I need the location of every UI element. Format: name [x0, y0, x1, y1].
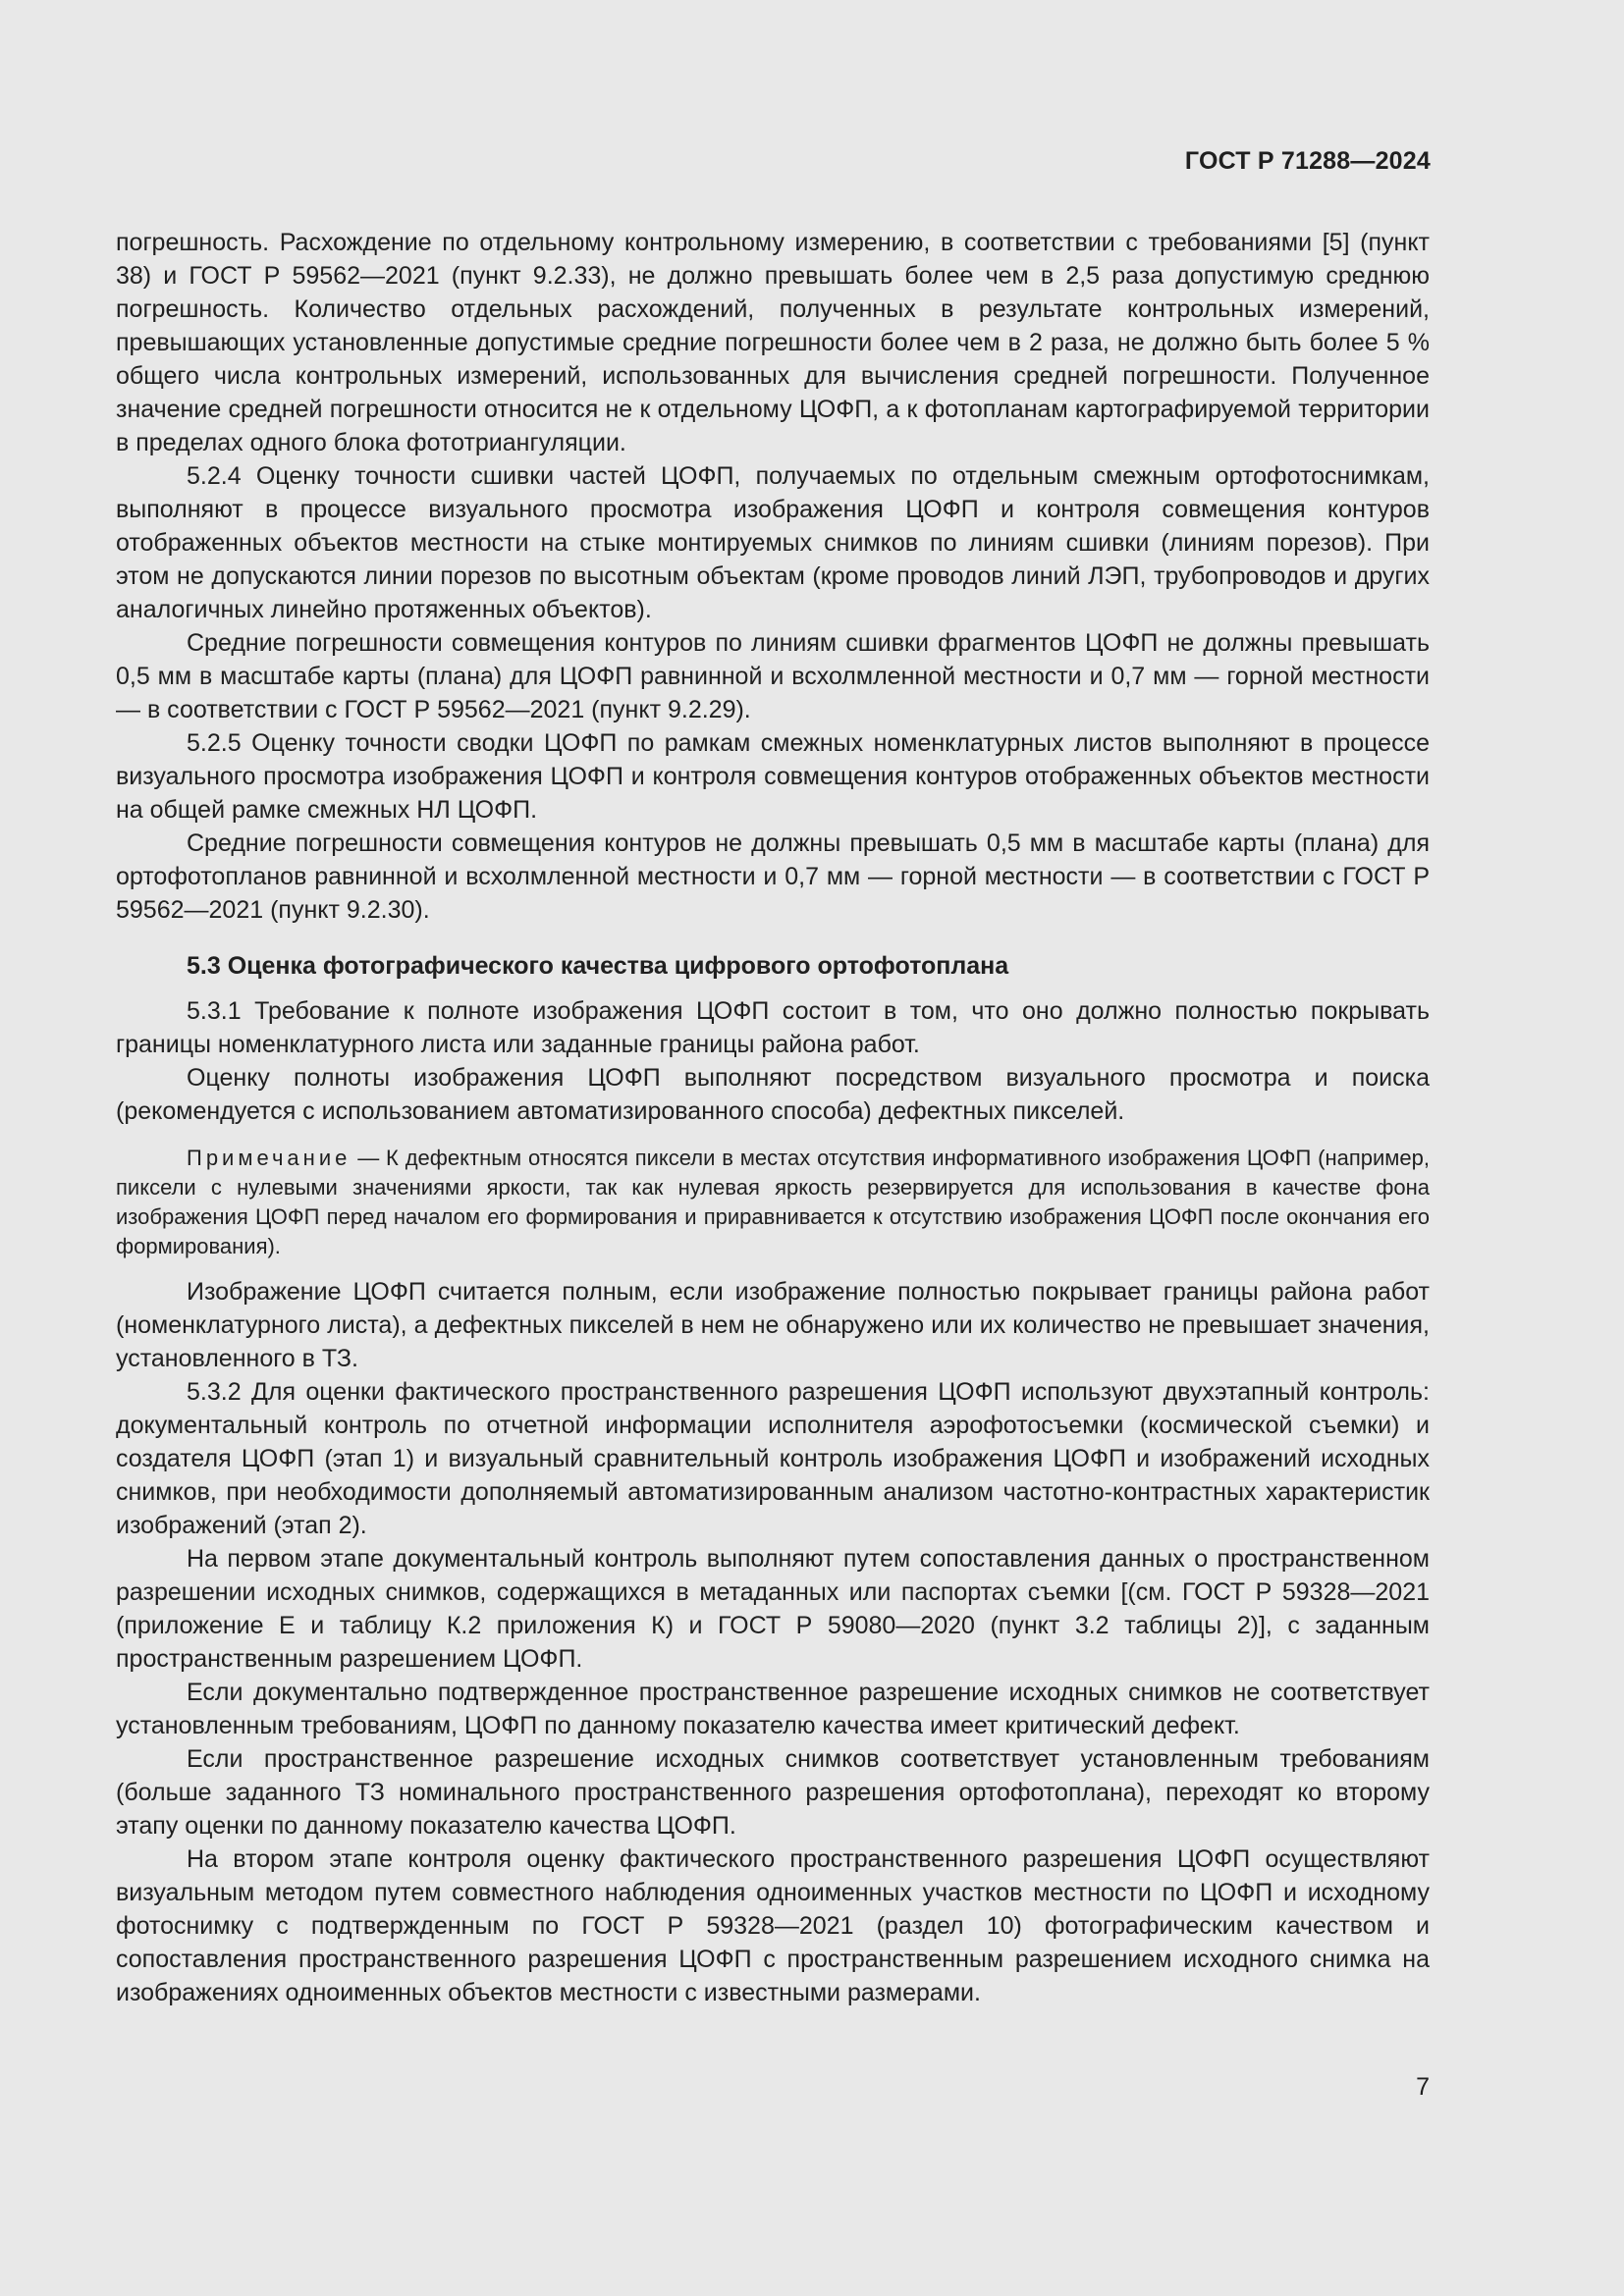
paragraph-image-complete: Изображение ЦОФП считается полным, если изображение полностью покрывает границы района работ (номенклатурного листа), а дефектных пикселей в нем не обнаружено или их количество не превышает значения, установленного в ТЗ.: [116, 1278, 1430, 1372]
note-block: [116, 1144, 1430, 1261]
paragraph-continuation: погрешность. Расхождение по отдельному контрольному измерению, в соответствии с требованиями [5] (пункт 38) и ГОСТ Р 59562—2021 (пункт 9.2.33), не должно превышать более чем в 2,5 раза допустимую среднюю погрешность. Количество отдельных расхождений, полученных в результате контрольных измерений, превышающих установленные допустимые средние погрешности более чем в 2 раза, не должно быть более 5 % общего числа контрольных измерений, использованных для вычисления средней погрешности. Полученное значение средней погрешности относится не к отдельному ЦОФП, а к фотопланам картографируемой территории в пределах одного блока фототриангуляции.: [116, 229, 1430, 456]
document-body: [116, 226, 1430, 2009]
paragraph-stitching-errors: Средние погрешности совмещения контуров по линиям сшивки фрагментов ЦОФП не должны превышать 0,5 мм в масштабе карты (плана) для ЦОФП равнинной и всхолмленной местности и 0,7 мм — горной местности — в соответствии с ГОСТ Р 59562—2021 (пункт 9.2.29).: [116, 629, 1430, 723]
paragraph-5-2-5: 5.2.5 Оценку точности сводки ЦОФП по рамкам смежных номенклатурных листов выполняют в процессе визуального просмотра изображения ЦОФП и контроля совмещения контуров отображенных объектов местности на общей рамке смежных НЛ ЦОФП.: [116, 729, 1430, 824]
paragraph-5-2-4: 5.2.4 Оценку точности сшивки частей ЦОФП, получаемых по отдельным смежным ортофотоснимкам, выполняют в процессе визуального просмотра изображения ЦОФП и контроля совмещения контуров отображенных объектов местности на стыке монтируемых снимков по линиям сшивки (линиям порезов). При этом не допускаются линии порезов по высотным объектам (кроме проводов линий ЛЭП, трубопроводов и других аналогичных линейно протяженных объектов).: [116, 462, 1430, 623]
document-header: ГОСТ Р 71288—2024: [1184, 147, 1431, 175]
note-label: Примечание: [187, 1146, 352, 1170]
paragraph-completeness-check: Оценку полноты изображения ЦОФП выполняют посредством визуального просмотра и поиска (рекомендуется с использованием автоматизированного способа) дефектных пикселей.: [116, 1064, 1430, 1125]
paragraph-critical-defect: Если документально подтвержденное пространственное разрешение исходных снимков не соответствует установленным требованиям, ЦОФП по данному показателю качества имеет критический дефект.: [116, 1679, 1430, 1739]
paragraph-second-stage: На втором этапе контроля оценку фактического пространственного разрешения ЦОФП осуществляют визуальным методом путем совместного наблюдения одноименных участков местности по ЦОФП и исходному фотоснимку с подтвержденным по ГОСТ Р 59328—2021 (раздел 10) фотографическим качеством и сопоставления пространственного разрешения ЦОФП с пространственным разрешением исходного снимка на изображениях одноименных объектов местности с известными размерами.: [116, 1845, 1430, 2006]
paragraph-5-3-1: 5.3.1 Требование к полноте изображения ЦОФП состоит в том, что оно должно полностью покрывать границы номенклатурного листа или заданные границы района работ.: [116, 997, 1430, 1058]
section-heading-5-3: 5.3 Оценка фотографического качества цифрового ортофотоплана: [187, 952, 1009, 980]
page-number: 7: [1416, 2073, 1430, 2101]
paragraph-first-stage: На первом этапе документальный контроль выполняют путем сопоставления данных о пространственном разрешении исходных снимков, содержащихся в метаданных или паспортах съемки [(см. ГОСТ Р 59328—2021 (приложение Е и таблицу К.2 приложения К) и ГОСТ Р 59080—2020 (пункт 3.2 таблицы 2)], с заданным пространственным разрешением ЦОФП.: [116, 1545, 1430, 1673]
paragraph-5-3-2: 5.3.2 Для оценки фактического пространственного разрешения ЦОФП используют двухэтапный контроль: документальный контроль по отчетной информации исполнителя аэрофотосъемки (космической съемки) и создателя ЦОФП (этап 1) и визуальный сравнительный контроль изображения ЦОФП и изображений исходных снимков, при необходимости дополняемый автоматизированным анализом частотно-контрастных характеристик изображений (этап 2).: [116, 1378, 1430, 1539]
paragraph-second-stage-transition: Если пространственное разрешение исходных снимков соответствует установленным требованиям (больше заданного ТЗ номинального пространственного разрешения ортофотоплана), переходят ко второму этапу оценки по данному показателю качества ЦОФП.: [116, 1745, 1430, 1840]
paragraph-contour-errors: Средние погрешности совмещения контуров не должны превышать 0,5 мм в масштабе карты (плана) для ортофотопланов равнинной и всхолмленной местности и 0,7 мм — горной местности — в соответствии с ГОСТ Р 59562—2021 (пункт 9.2.30).: [116, 829, 1430, 924]
note-text: — К дефектным относятся пиксели в местах отсутствия информативного изображения ЦОФП (например, пиксели с нулевыми значениями яркости, так как нулевая яркость резервируется для использования в качестве фона изображения ЦОФП перед началом его формирования и приравнивается к отсутствию изображения ЦОФП после окончания его формирования).: [116, 1146, 1430, 1258]
